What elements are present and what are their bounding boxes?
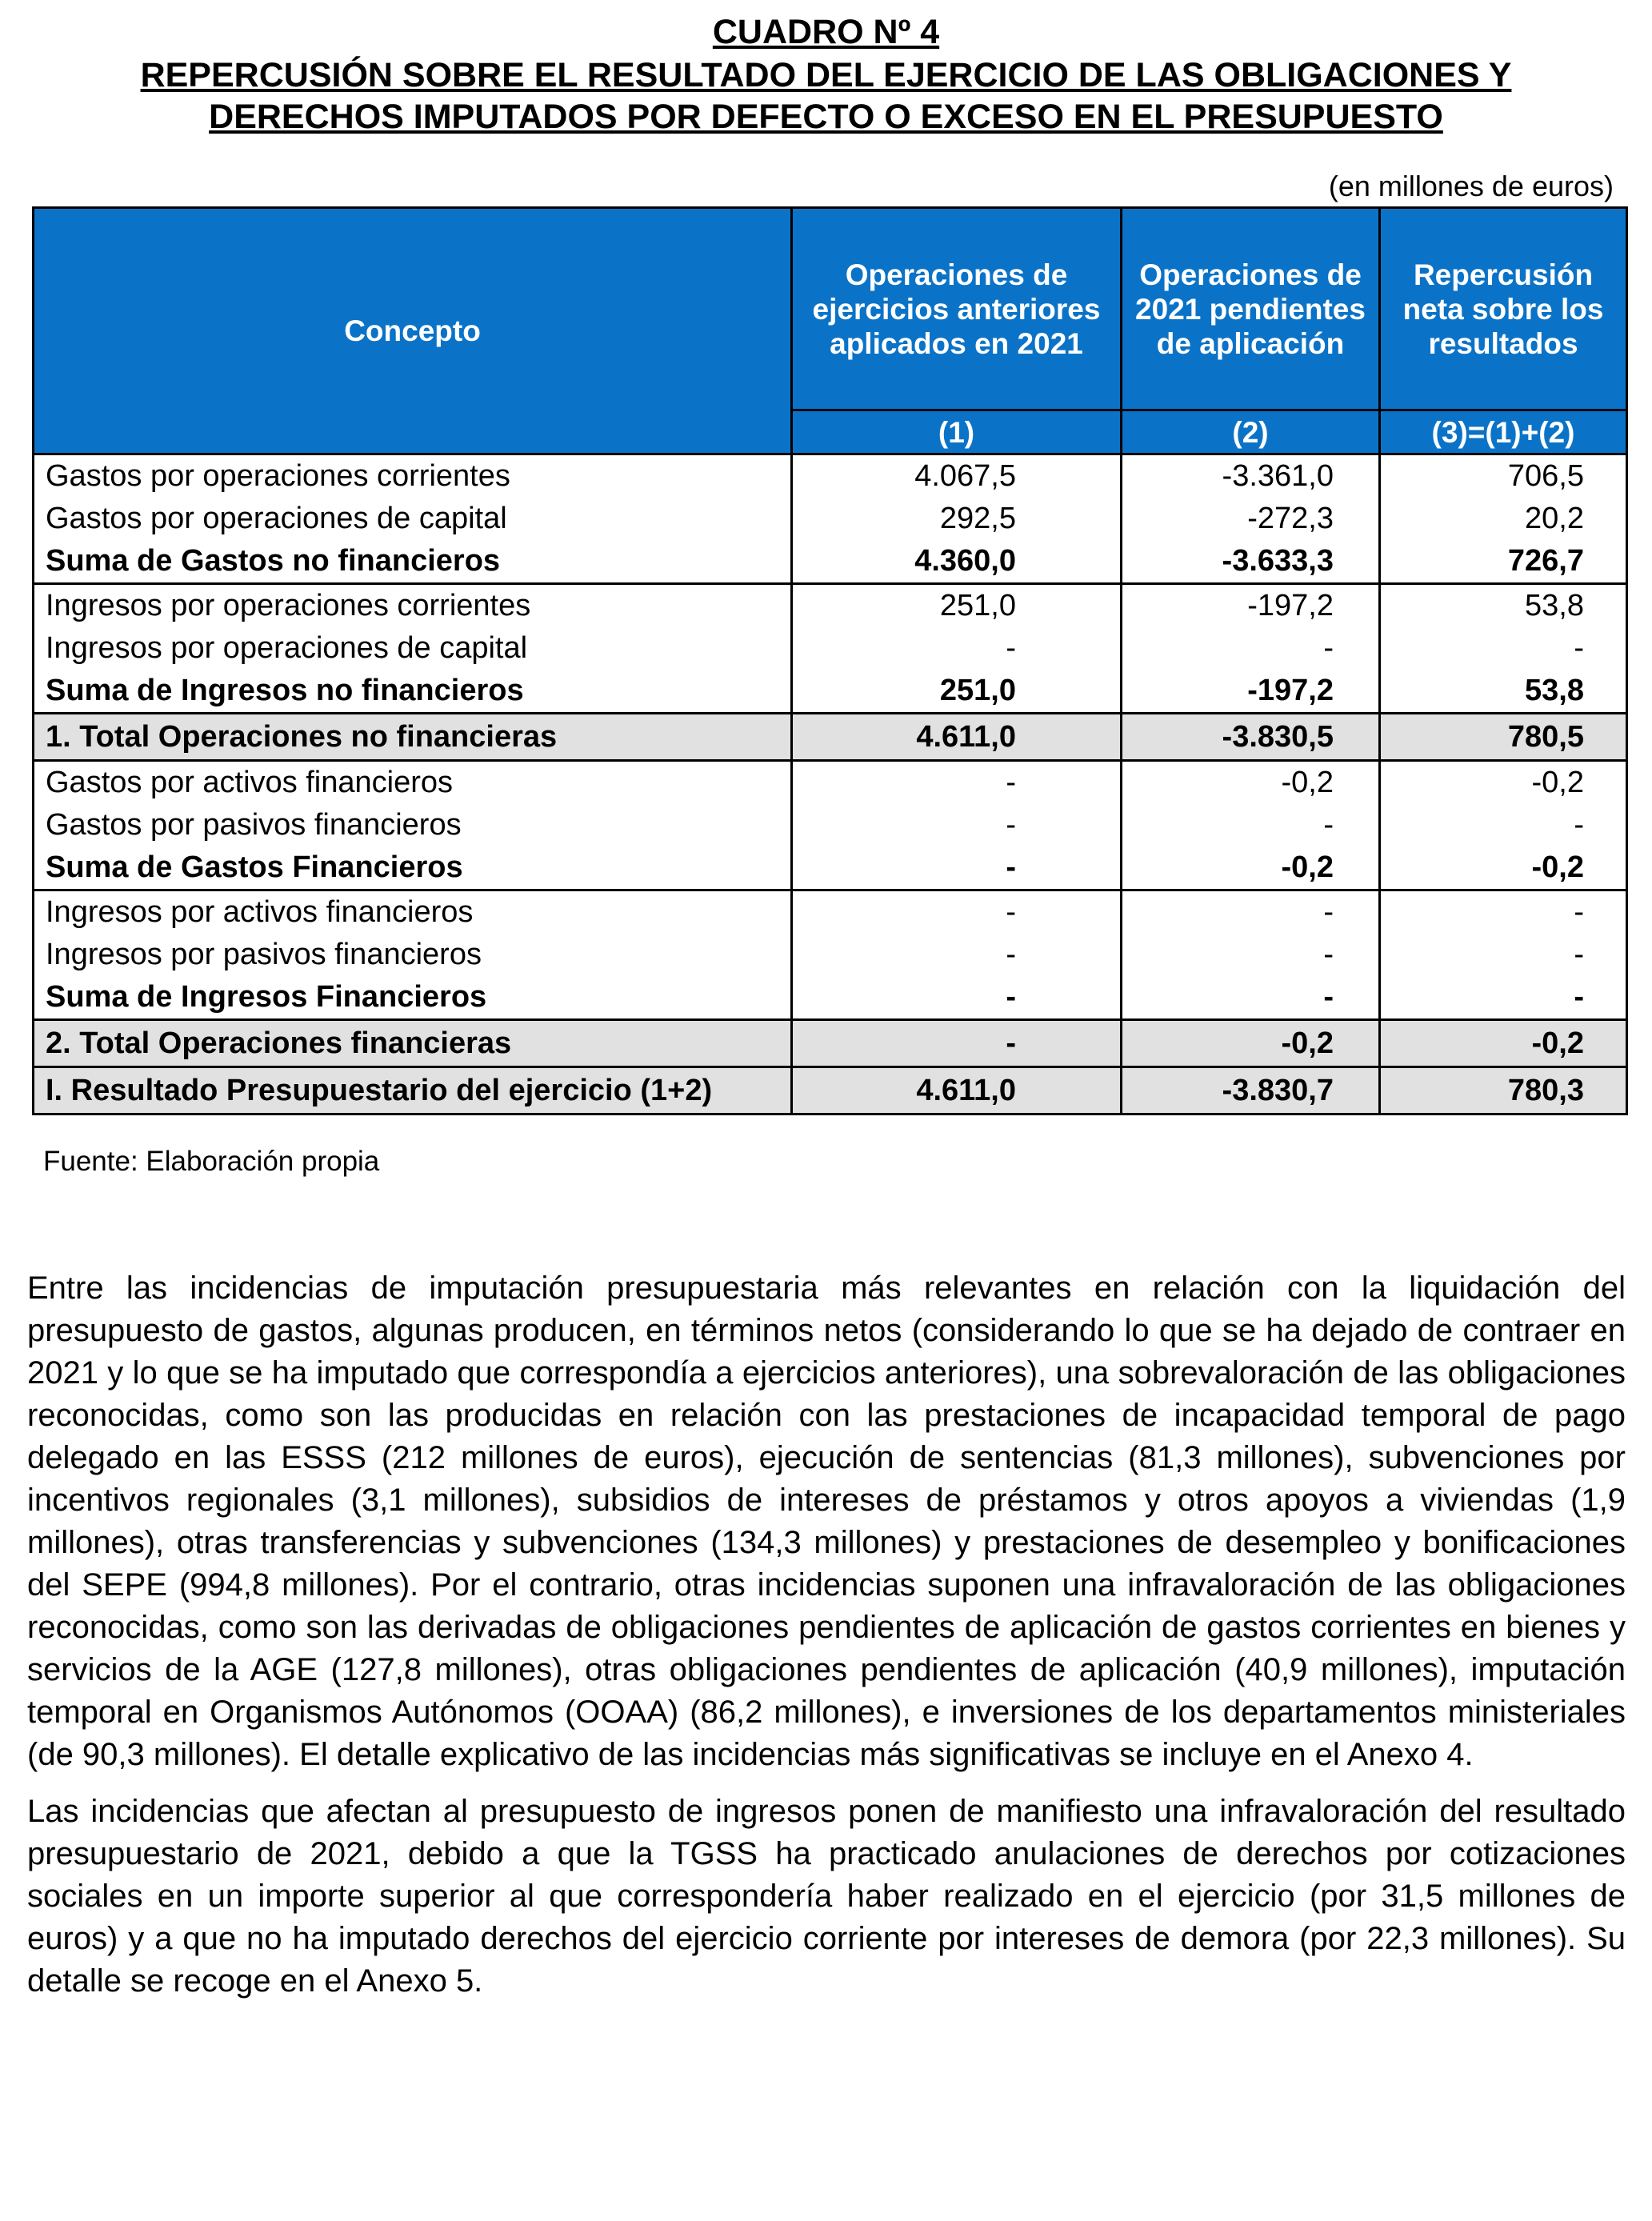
cell-col3: 53,8 (1380, 584, 1627, 628)
cell-col3: 20,2 (1380, 498, 1627, 540)
cell-col2: -3.830,7 (1122, 1067, 1380, 1115)
row-label: I. Resultado Presupuestario del ejercicio (1+2) (34, 1067, 792, 1115)
table-number-title: CUADRO Nº 4 (712, 13, 940, 51)
table-row-grand-total (34, 1067, 1627, 1115)
row-label: 1. Total Operaciones no financieras (34, 714, 792, 761)
table-row-total (34, 714, 1627, 761)
cell-col1: 4.611,0 (792, 1067, 1122, 1115)
cell-col3: 726,7 (1380, 540, 1627, 584)
row-label: Ingresos por activos financieros (34, 890, 792, 934)
cell-col3: 706,5 (1380, 454, 1627, 498)
cell-col3: - (1380, 976, 1627, 1020)
cell-col3: 780,5 (1380, 714, 1627, 761)
header-col2-sub: (2) (1122, 410, 1380, 454)
cell-col3: - (1380, 934, 1627, 976)
cell-col1: 4.067,5 (792, 454, 1122, 498)
table-row (34, 584, 1627, 628)
table-row (34, 454, 1627, 498)
header-col3-sub: (3)=(1)+(2) (1380, 410, 1627, 454)
table-title-line-2: DERECHOS IMPUTADOS POR DEFECTO O EXCESO EN EL PRESUPUESTO (209, 98, 1443, 136)
cell-col1: 251,0 (792, 584, 1122, 628)
header-col3: Repercusión neta sobre los resultados (1380, 208, 1627, 410)
units-note: (en millones de euros) (1328, 170, 1614, 202)
cell-col2: - (1122, 804, 1380, 846)
table-row-subtotal (34, 540, 1627, 584)
table-row (34, 498, 1627, 540)
cell-col1: 4.611,0 (792, 714, 1122, 761)
cell-col3: -0,2 (1380, 761, 1627, 805)
body-paragraph-1: Entre las incidencias de imputación presupuestaria más relevantes en relación con la liquidación del presupuesto de gastos, algunas producen, en términos netos (considerando lo que se ha dejado de contraer en 2021 y lo que se ha imputado que correspondía a ejercicios anteriores), una sobrevaloración de las obligaciones reconocidas, como son las producidas en relación con las prestaciones de incapacidad temporal de pago delegado en las ESSS (212 millones de euros), ejecución de sentencias (81,3 millones), subvenciones por incentivos regionales (3,1 millones), subsidios de intereses de préstamos y otros apoyos a viviendas (1,9 millones), otras transferencias y subvenciones (134,3 millones) y prestaciones de desempleo y bonificaciones del SEPE (994,8 millones). Por el contrario, otras incidencias suponen una infravaloración de las obligaciones reconocidas, como son las derivadas de obligaciones pendientes de aplicación de gastos corrientes en bienes y servicios de la AGE (127,8 millones), otras obligaciones pendientes de aplicación (40,9 millones), imputación temporal en Organismos Autónomos (OOAA) (86,2 millones), e inversiones de los departamentos ministeriales (de 90,3 millones). El detalle explicativo de las incidencias más significativas se incluye en el Anexo 4. (27, 1271, 1626, 1772)
cell-col2: - (1122, 890, 1380, 934)
cell-col3: -0,2 (1380, 1020, 1627, 1067)
cell-col3: 53,8 (1380, 670, 1627, 714)
cell-col1: - (792, 1020, 1122, 1067)
cell-col1: - (792, 890, 1122, 934)
body-paragraph-2: Las incidencias que afectan al presupuesto de ingresos ponen de manifiesto una infravaloración del resultado presupuestario de 2021, debido a que la TGSS ha practicado anulaciones de derechos por cotizaciones sociales en un importe superior al que correspondería haber realizado en el ejercicio (por 31,5 millones de euros) y a que no ha imputado derechos del ejercicio corriente por intereses de demora (por 22,3 millones). Su detalle se recoge en el Anexo 5. (27, 1794, 1626, 1999)
row-label: Ingresos por operaciones de capital (34, 627, 792, 670)
cell-col2: -0,2 (1122, 761, 1380, 805)
table-row (34, 934, 1627, 976)
cell-col1: - (792, 804, 1122, 846)
cell-col2: -197,2 (1122, 670, 1380, 714)
row-label: Gastos por pasivos financieros (34, 804, 792, 846)
cell-col2: - (1122, 934, 1380, 976)
source-note: Fuente: Elaboración propia (43, 1146, 380, 1177)
table-header-row (34, 208, 1627, 410)
cell-col3: - (1380, 890, 1627, 934)
row-label: Gastos por operaciones de capital (34, 498, 792, 540)
table-row (34, 627, 1627, 670)
cell-col2: -3.361,0 (1122, 454, 1380, 498)
row-label: Gastos por operaciones corrientes (34, 454, 792, 498)
cell-col1: - (792, 934, 1122, 976)
cell-col2: - (1122, 627, 1380, 670)
header-col1: Operaciones de ejercicios anteriores aplicados en 2021 (792, 208, 1122, 410)
budget-impact-table (32, 206, 1628, 1115)
cell-col3: -0,2 (1380, 846, 1627, 890)
table-row-subtotal (34, 670, 1627, 714)
cell-col2: -0,2 (1122, 846, 1380, 890)
row-label: Suma de Gastos Financieros (34, 846, 792, 890)
cell-col1: - (792, 627, 1122, 670)
cell-col3: 780,3 (1380, 1067, 1627, 1115)
row-label: Gastos por activos financieros (34, 761, 792, 805)
cell-col1: - (792, 761, 1122, 805)
cell-col1: 292,5 (792, 498, 1122, 540)
cell-col1: 251,0 (792, 670, 1122, 714)
row-label: Suma de Ingresos Financieros (34, 976, 792, 1020)
cell-col2: -0,2 (1122, 1020, 1380, 1067)
row-label: Ingresos por operaciones corrientes (34, 584, 792, 628)
cell-col2: - (1122, 976, 1380, 1020)
cell-col3: - (1380, 804, 1627, 846)
cell-col3: - (1380, 627, 1627, 670)
table-row-subtotal (34, 846, 1627, 890)
header-col2: Operaciones de 2021 pendientes de aplicación (1122, 208, 1380, 410)
cell-col2: -3.830,5 (1122, 714, 1380, 761)
row-label: Suma de Ingresos no financieros (34, 670, 792, 714)
table-row (34, 761, 1627, 805)
table-title-line-1: REPERCUSIÓN SOBRE EL RESULTADO DEL EJERCICIO DE LAS OBLIGACIONES Y (140, 56, 1512, 94)
header-concepto: Concepto (34, 208, 792, 454)
cell-col2: -3.633,3 (1122, 540, 1380, 584)
cell-col2: -272,3 (1122, 498, 1380, 540)
row-label: Ingresos por pasivos financieros (34, 934, 792, 976)
table-row-total (34, 1020, 1627, 1067)
cell-col2: -197,2 (1122, 584, 1380, 628)
header-col1-sub: (1) (792, 410, 1122, 454)
cell-col1: - (792, 846, 1122, 890)
row-label: Suma de Gastos no financieros (34, 540, 792, 584)
cell-col1: - (792, 976, 1122, 1020)
table-row (34, 804, 1627, 846)
row-label: 2. Total Operaciones financieras (34, 1020, 792, 1067)
table-row (34, 890, 1627, 934)
table-row-subtotal (34, 976, 1627, 1020)
cell-col1: 4.360,0 (792, 540, 1122, 584)
